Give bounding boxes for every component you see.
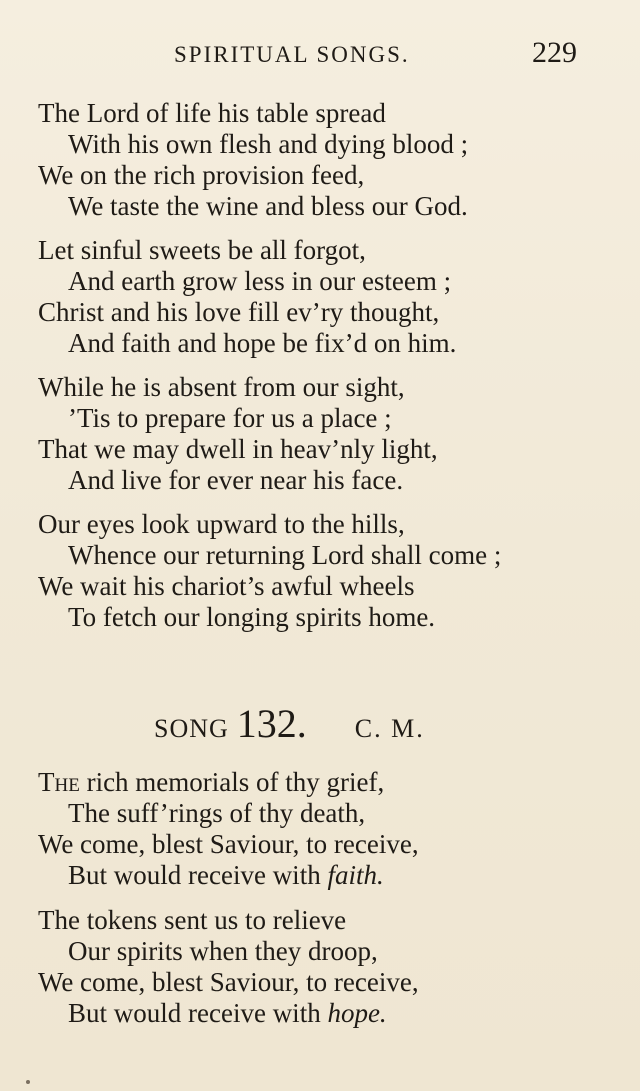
song-stanza-1 — [38, 767, 618, 891]
page-number: 229 — [532, 36, 577, 69]
stanza-1 — [38, 98, 618, 222]
verse-line: The Lord of life his table spread — [38, 98, 386, 128]
verse-line: Christ and his love fill ev’ry thought, — [38, 297, 440, 327]
verse-line: We taste the wine and bless our God. — [68, 191, 468, 221]
verse-line: We come, blest Saviour, to receive, — [38, 829, 419, 859]
verse-line: And faith and hope be fix’d on him. — [68, 328, 457, 358]
verse-line: Our eyes look upward to the hills, — [38, 509, 405, 539]
paper-speck — [26, 1080, 30, 1084]
song-heading — [154, 700, 425, 747]
verse-text: But would receive with — [68, 860, 328, 890]
verse-line: Our spirits when they droop, — [68, 936, 378, 966]
verse-line: ’Tis to prepare for us a place ; — [68, 403, 392, 433]
verse-text: But would receive with — [68, 998, 328, 1028]
stanza-4 — [38, 509, 618, 633]
verse-line: Let sinful sweets be all forgot, — [38, 235, 366, 265]
running-header: SPIRITUAL SONGS. — [174, 42, 410, 67]
stanza-3 — [38, 372, 618, 496]
emphasized-word: faith. — [327, 860, 384, 890]
verse-line: That we may dwell in heav’nly light, — [38, 434, 438, 464]
stanza-2 — [38, 235, 618, 359]
verse-line: While he is absent from our sight, — [38, 372, 405, 402]
song-label: SONG — [154, 714, 229, 743]
song-stanza-2 — [38, 905, 618, 1029]
verse-line: To fetch our longing spirits home. — [68, 602, 436, 632]
verse-line: We on the rich provision feed, — [38, 160, 365, 190]
emphasized-word: hope. — [327, 998, 387, 1028]
verse-line: With his own flesh and dying blood ; — [68, 129, 469, 159]
song-number: 132. — [236, 701, 307, 746]
verse-line: We wait his chariot’s awful wheels — [38, 571, 415, 601]
verse-line: We come, blest Saviour, to receive, — [38, 967, 419, 997]
verse-line: And live for ever near his face. — [68, 465, 404, 495]
verse-line — [38, 998, 618, 1029]
verse-line: The tokens sent us to relieve — [38, 905, 347, 935]
song-meter: C. M. — [354, 714, 425, 743]
first-word: The — [38, 767, 80, 797]
verse-line — [38, 860, 618, 891]
verse-line — [38, 767, 618, 798]
verse-line: The suff’rings of thy death, — [68, 798, 366, 828]
verse-line: Whence our returning Lord shall come ; — [68, 540, 502, 570]
verse-line: And earth grow less in our esteem ; — [68, 266, 452, 296]
verse-text: rich memorials of thy grief, — [79, 767, 385, 797]
